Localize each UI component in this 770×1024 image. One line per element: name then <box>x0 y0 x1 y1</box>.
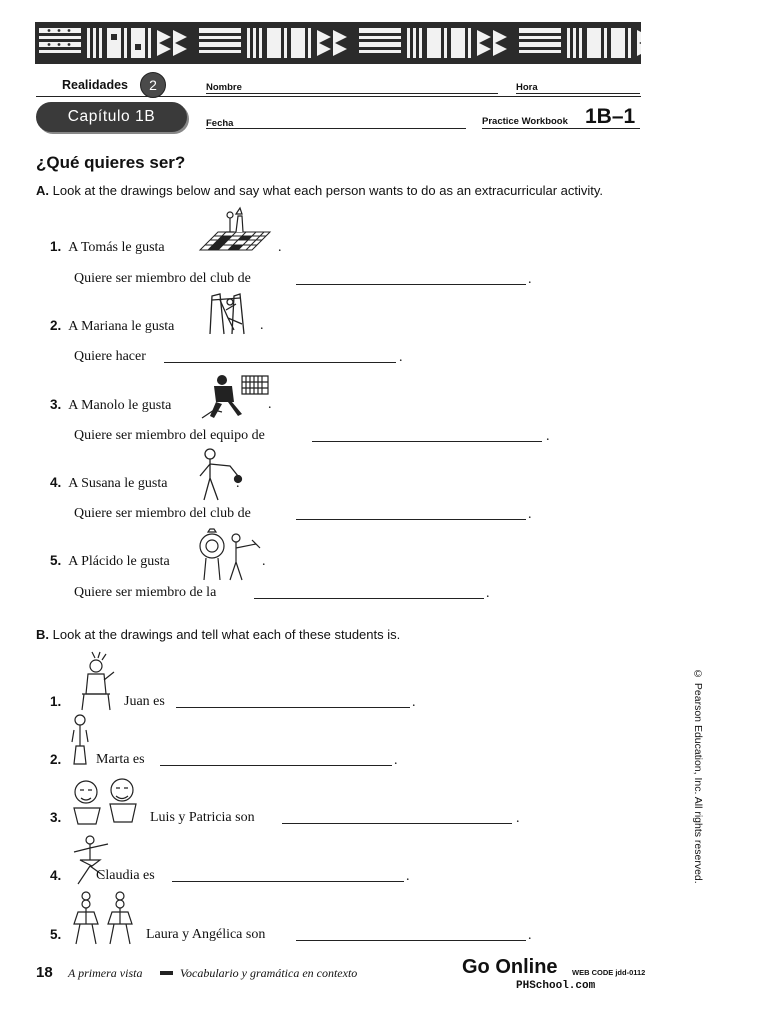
b-item-3: 3. <box>50 810 62 825</box>
singer-icon <box>74 650 120 712</box>
part-b-instructions <box>36 626 646 644</box>
part-b-text: Look at the drawings and tell what each of these students is. <box>52 627 401 642</box>
workbook-code: 1B–1 <box>585 105 636 128</box>
b-item-2-answer[interactable] <box>160 765 392 766</box>
page-title: ¿Qué quieres ser? <box>36 153 186 172</box>
b-item-5-text: Laura y Angélica son <box>146 927 266 942</box>
a-item-3-prompt: 3. A Manolo le gusta <box>50 397 172 413</box>
workbook-rule <box>482 128 640 129</box>
series-label: Realidades <box>62 78 129 92</box>
actors-icon <box>66 774 144 826</box>
nombre-label: Nombre <box>206 82 242 93</box>
a-item-2-follow: Quiere hacer <box>74 349 146 364</box>
workbook-label: Practice Workbook <box>482 116 568 127</box>
part-b-letter: B. <box>36 627 49 642</box>
hockey-player-icon <box>198 372 270 422</box>
a-item-1-prompt: 1. A Tomás le gusta <box>50 239 165 255</box>
hora-label: Hora <box>516 82 538 93</box>
part-a-letter: A. <box>36 183 49 198</box>
b-item-1: 1. <box>50 694 62 709</box>
part-a-instructions <box>36 182 646 200</box>
cheerleaders-icon <box>68 890 142 948</box>
b-item-4: 4. <box>50 868 62 883</box>
a-item-4-follow: Quiere ser miembro del club de <box>74 506 251 521</box>
footer-separator <box>160 971 173 975</box>
marching-band-icon <box>196 528 262 582</box>
a-item-3-follow: Quiere ser miembro del equipo de <box>74 428 265 443</box>
fecha-label: Fecha <box>206 118 234 129</box>
page-number: 18 <box>36 964 53 981</box>
a-item-1-answer[interactable] <box>296 284 526 285</box>
fecha-field[interactable] <box>206 128 466 129</box>
gymnastics-icon <box>206 290 258 336</box>
site-link[interactable]: PHSchool.com <box>516 980 596 992</box>
a-item-5-answer[interactable] <box>254 598 484 599</box>
a-item-4-prompt: 4. A Susana le gusta <box>50 475 168 491</box>
go-online-logo: Go Online <box>462 956 558 978</box>
a-item-5-follow: Quiere ser miembro de la <box>74 585 217 600</box>
part-a-text: Look at the drawings below and say what each person wants to do as an extracurricular activity. <box>52 183 604 198</box>
b-item-1-answer[interactable] <box>176 707 410 708</box>
web-code: WEB CODE jdd-0112 <box>572 968 646 977</box>
footer-subsection: Vocabulario y gramática en contexto <box>180 966 358 980</box>
level-badge: 2 <box>140 72 166 98</box>
b-item-3-answer[interactable] <box>282 823 512 824</box>
b-item-4-answer[interactable] <box>172 881 404 882</box>
a-item-5-prompt: 5. A Plácido le gusta <box>50 553 170 569</box>
b-item-1-text: Juan es <box>124 694 165 709</box>
header-banner <box>35 22 641 64</box>
footer-section: A primera vista <box>68 966 143 980</box>
a-item-4-answer[interactable] <box>296 519 526 520</box>
a-item-2-answer[interactable] <box>164 362 396 363</box>
b-item-4-text: Claudia es <box>96 868 155 883</box>
chess-board-icon <box>196 206 274 256</box>
bowler-icon <box>196 446 244 504</box>
a-item-3-answer[interactable] <box>312 441 542 442</box>
a-item-1-follow: Quiere ser miembro del club de <box>74 271 251 286</box>
dancer-icon <box>68 712 94 770</box>
a-item-2-prompt: 2. A Mariana le gusta <box>50 318 175 334</box>
header-rule <box>36 96 641 97</box>
b-item-5: 5. <box>50 927 62 942</box>
b-item-2-text: Marta es <box>96 752 145 767</box>
b-item-2: 2. <box>50 752 62 767</box>
nombre-field[interactable] <box>206 93 498 94</box>
chapter-pill: Capítulo 1B <box>36 102 187 132</box>
b-item-3-text: Luis y Patricia son <box>150 810 255 825</box>
b-item-5-answer[interactable] <box>296 940 526 941</box>
hora-field[interactable] <box>516 93 640 94</box>
copyright-notice: © Pearson Education, Inc. All rights reserved. <box>692 668 704 884</box>
